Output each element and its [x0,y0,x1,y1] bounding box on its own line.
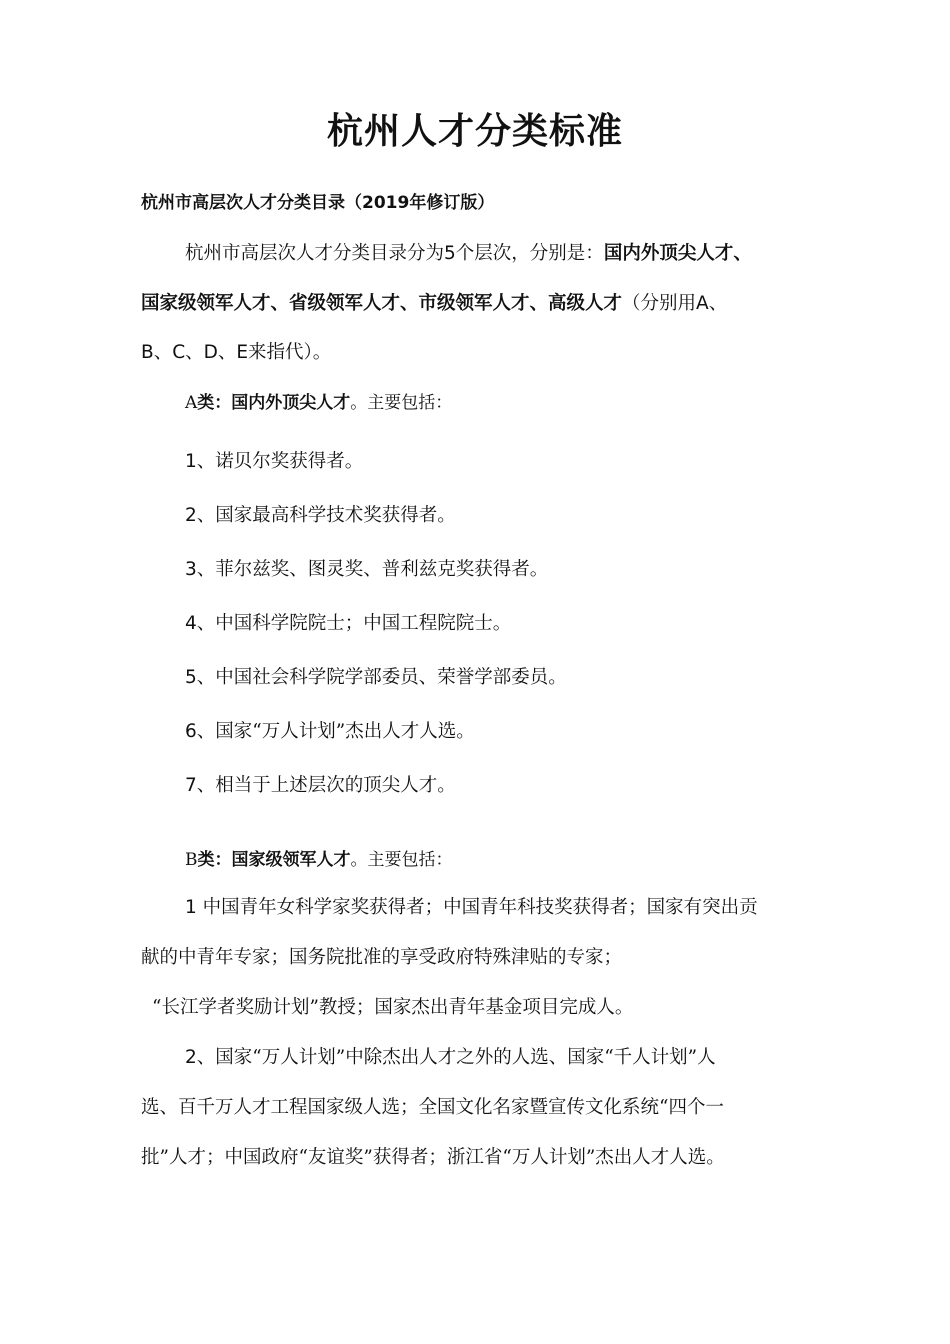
intro-letters: B、C、D、E [141,342,249,363]
list-number: 1 [185,451,197,472]
document-subtitle: 杭州市高层次人才分类目录（2019年修订版） [141,193,495,213]
list-number: 5 [185,667,197,688]
intro-line-1 [185,240,752,268]
section-b-item-1-line-3: “长江学者奖励计划”教授；国家杰出青年基金项目完成人。 [152,997,634,1018]
section-a-letter: A [185,393,198,413]
list-number: 2 [185,1047,197,1068]
section-b-item-2-line-1 [185,1044,716,1072]
list-text: 、中国社会科学院学部委员、荣誉学部委员。 [196,667,567,688]
section-b-suffix: 。主要包括： [350,850,453,870]
list-number: 6 [185,721,197,742]
list-item [185,502,456,530]
section-a-heading [185,389,452,417]
intro-text: 杭州市高层次人才分类目录分为 [185,243,445,264]
list-text: 、国家最高科学技术奖获得者。 [196,505,456,526]
list-text: 、国家“万人计划”中除杰出人才之外的人选、国家“千人计划”人 [196,1047,716,1068]
list-text: 、相当于上述层次的顶尖人才。 [196,775,456,796]
list-text: 、诺贝尔奖获得者。 [196,451,364,472]
intro-text: （分别用 [622,293,697,314]
list-item [185,448,363,476]
list-item [185,664,567,692]
section-b-item-2-line-2: 选、百千万人才工程国家级人选；全国文化名家暨宣传文化系统“四个一 [141,1097,724,1118]
list-number: 3 [185,559,197,580]
list-text: 、中国科学院院士；中国工程院院士。 [196,613,512,634]
section-b-heading [185,846,453,874]
list-text: 、国家“万人计划”杰出人才人选。 [196,721,475,742]
list-text: 、菲尔兹奖、图灵奖、普利兹克奖获得者。 [196,559,549,580]
section-b-item-2-line-3: 批”人才；中国政府“友谊奖”获得者；浙江省“万人计划”杰出人才人选。 [141,1147,725,1168]
intro-count: 5 [444,243,456,264]
intro-text: 、 [708,293,728,314]
section-b-letter: B [185,850,198,870]
list-number: 4 [185,613,197,634]
intro-line-3 [141,339,331,367]
list-item [185,772,456,800]
intro-text: 个层次，分别是： [455,243,604,264]
intro-letter: A [696,293,709,314]
section-a-title: 类：国内外顶尖人才 [197,393,351,413]
section-a-suffix: 。主要包括： [350,393,453,413]
list-item [185,610,511,638]
list-item [185,556,548,584]
intro-categories: 国家级领军人才、省级领军人才、市级领军人才、高级人才 [141,293,623,314]
section-b-item-1-line-2: 献的中青年专家；国务院批准的享受政府特殊津贴的专家； [141,947,623,968]
intro-category: 国内外顶尖人才、 [603,243,752,264]
intro-text: 来指代）。 [248,342,332,363]
page-title: 杭州人才分类标准 [326,111,623,152]
list-item [185,718,475,746]
list-text: 中国青年女科学家奖获得者；中国青年科技奖获得者；国家有突出贡 [202,897,758,918]
list-number: 1 [185,897,197,918]
list-number: 7 [185,775,197,796]
intro-line-2 [141,290,727,318]
list-number: 2 [185,505,197,526]
section-b-item-1-line-1 [185,894,758,922]
section-b-title: 类：国家级领军人才 [197,850,351,870]
